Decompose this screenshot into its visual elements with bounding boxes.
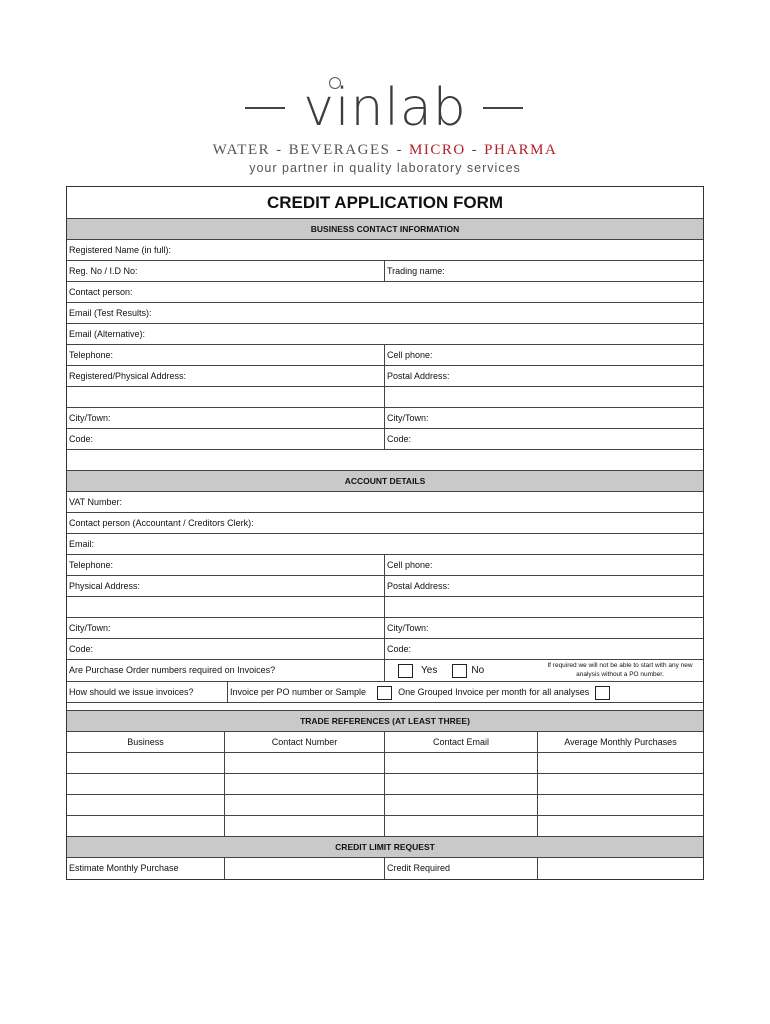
- form-row: [67, 387, 703, 408]
- invoice-options: [227, 682, 703, 702]
- trade-cell[interactable]: [537, 816, 703, 836]
- field-postal-address[interactable]: Postal Address:: [384, 366, 703, 386]
- trade-cell[interactable]: [67, 774, 224, 794]
- company-logo: [0, 70, 770, 180]
- field-email-results[interactable]: Email (Test Results):: [69, 308, 152, 318]
- field-physical-address[interactable]: Registered/Physical Address:: [69, 371, 187, 381]
- form-title: CREDIT APPLICATION FORM: [266, 193, 504, 212]
- field-account-cell-phone[interactable]: Cell phone:: [384, 555, 703, 575]
- spacer-row: [67, 450, 703, 471]
- field-account-email[interactable]: Email:: [69, 539, 95, 549]
- trade-cell[interactable]: [537, 753, 703, 773]
- field-code-right[interactable]: Code:: [384, 429, 703, 449]
- tagline-water: WATER: [212, 142, 271, 158]
- logo-subtitle: your partner in quality laboratory services: [249, 161, 521, 175]
- credit-required-input[interactable]: [537, 858, 703, 879]
- logo-wordmark: vinlab: [303, 78, 467, 138]
- estimate-monthly-purchase-input[interactable]: [224, 858, 384, 879]
- field-account-address-line2[interactable]: [67, 597, 384, 617]
- table-row: [67, 816, 703, 837]
- table-row: [67, 753, 703, 774]
- form-row: [67, 282, 703, 303]
- form-row: [67, 682, 703, 703]
- trade-cell[interactable]: [67, 753, 224, 773]
- form-row: [67, 324, 703, 345]
- estimate-monthly-purchase-label: Estimate Monthly Purchase: [69, 863, 179, 873]
- invoice-option-per-po-label: Invoice per PO number or Sample: [230, 687, 367, 697]
- field-account-city-left[interactable]: City/Town:: [69, 623, 111, 633]
- form-row: [67, 513, 703, 534]
- field-trading-name[interactable]: Trading name:: [384, 261, 703, 281]
- field-account-code-left[interactable]: Code:: [69, 644, 94, 654]
- po-note: If required we will not be able to start with any new analysis without a PO number.: [547, 662, 693, 678]
- invoice-option-per-po-checkbox[interactable]: [377, 686, 392, 700]
- section-header-credit-limit: CREDIT LIMIT REQUEST: [335, 842, 435, 852]
- field-physical-address-line2[interactable]: [67, 387, 384, 407]
- po-yes-label: Yes: [421, 664, 438, 676]
- po-no-checkbox[interactable]: [452, 664, 467, 678]
- form-row: [67, 639, 703, 660]
- form-row: [67, 429, 703, 450]
- field-contact-person[interactable]: Contact person:: [69, 287, 133, 297]
- logo-tagline: WATER - BEVERAGES - MICRO - PHARMA: [212, 142, 558, 158]
- trade-cell[interactable]: [67, 816, 224, 836]
- table-row: [67, 774, 703, 795]
- trade-cell[interactable]: [224, 795, 384, 815]
- form-row: [67, 858, 703, 879]
- field-account-physical-address[interactable]: Physical Address:: [69, 581, 141, 591]
- po-question-label: Are Purchase Order numbers required on Invoices?: [69, 665, 276, 675]
- tagline-beverages: BEVERAGES: [288, 142, 391, 158]
- invoice-question-label: How should we issue invoices?: [69, 687, 194, 697]
- table-header-row: [67, 732, 703, 753]
- field-city-right[interactable]: City/Town:: [384, 408, 703, 428]
- form-row: [67, 408, 703, 429]
- field-city-left[interactable]: City/Town:: [69, 413, 111, 423]
- form-row: [67, 576, 703, 597]
- credit-required-label: Credit Required: [384, 858, 537, 879]
- po-yes-no-group: [384, 660, 537, 681]
- column-header-business: Business: [127, 737, 164, 747]
- field-email-alternative[interactable]: Email (Alternative):: [69, 329, 146, 339]
- form-row: [67, 345, 703, 366]
- field-reg-no[interactable]: Reg. No / I.D No:: [69, 266, 138, 276]
- trade-cell[interactable]: [384, 795, 537, 815]
- field-telephone[interactable]: Telephone:: [69, 350, 114, 360]
- po-no-label: No: [471, 664, 485, 676]
- form-row: [67, 555, 703, 576]
- logo-mark: [0, 70, 770, 140]
- trade-cell[interactable]: [224, 753, 384, 773]
- field-account-postal-address[interactable]: Postal Address:: [384, 576, 703, 596]
- invoice-option-grouped-label: One Grouped Invoice per month for all analyses: [398, 687, 590, 697]
- credit-application-form: [66, 186, 704, 880]
- field-postal-address-line2[interactable]: [384, 387, 703, 407]
- field-vat-number[interactable]: VAT Number:: [69, 497, 123, 507]
- column-header-average-monthly: Average Monthly Purchases: [537, 732, 703, 752]
- trade-cell[interactable]: [384, 816, 537, 836]
- form-row: [67, 261, 703, 282]
- form-row: [67, 240, 703, 261]
- trade-cell[interactable]: [537, 774, 703, 794]
- spacer-row: [67, 703, 703, 711]
- field-account-code-right[interactable]: Code:: [384, 639, 703, 659]
- section-header-account: ACCOUNT DETAILS: [344, 476, 426, 486]
- form-row: [67, 303, 703, 324]
- logo-dash-right: [483, 107, 523, 109]
- tagline-pharma: PHARMA: [484, 142, 558, 158]
- field-account-telephone[interactable]: Telephone:: [69, 560, 114, 570]
- tagline-micro: MICRO: [408, 142, 466, 158]
- form-row: [67, 618, 703, 639]
- field-registered-name[interactable]: Registered Name (in full):: [69, 245, 172, 255]
- form-row: [67, 366, 703, 387]
- section-header-trade-references: TRADE REFERENCES (AT LEAST THREE): [300, 716, 470, 726]
- trade-cell[interactable]: [384, 753, 537, 773]
- field-accountant-contact[interactable]: Contact person (Accountant / Creditors Clerk):: [69, 518, 254, 528]
- section-header-business: BUSINESS CONTACT INFORMATION: [310, 224, 460, 234]
- invoice-option-grouped-checkbox[interactable]: [595, 686, 610, 700]
- trade-cell[interactable]: [67, 795, 224, 815]
- trade-cell[interactable]: [537, 795, 703, 815]
- field-code-left[interactable]: Code:: [69, 434, 94, 444]
- column-header-contact-email: Contact Email: [384, 732, 537, 752]
- table-row: [67, 795, 703, 816]
- form-row: [67, 534, 703, 555]
- form-row: [67, 660, 703, 682]
- form-row: [67, 492, 703, 513]
- field-account-city-right[interactable]: City/Town:: [384, 618, 703, 638]
- form-row: [67, 597, 703, 618]
- logo-dash-left: [245, 107, 285, 109]
- field-cell-phone[interactable]: Cell phone:: [384, 345, 703, 365]
- field-account-postal-line2[interactable]: [384, 597, 703, 617]
- trade-cell[interactable]: [224, 774, 384, 794]
- trade-cell[interactable]: [224, 816, 384, 836]
- po-yes-checkbox[interactable]: [398, 664, 413, 678]
- trade-cell[interactable]: [384, 774, 537, 794]
- column-header-contact-number: Contact Number: [224, 732, 384, 752]
